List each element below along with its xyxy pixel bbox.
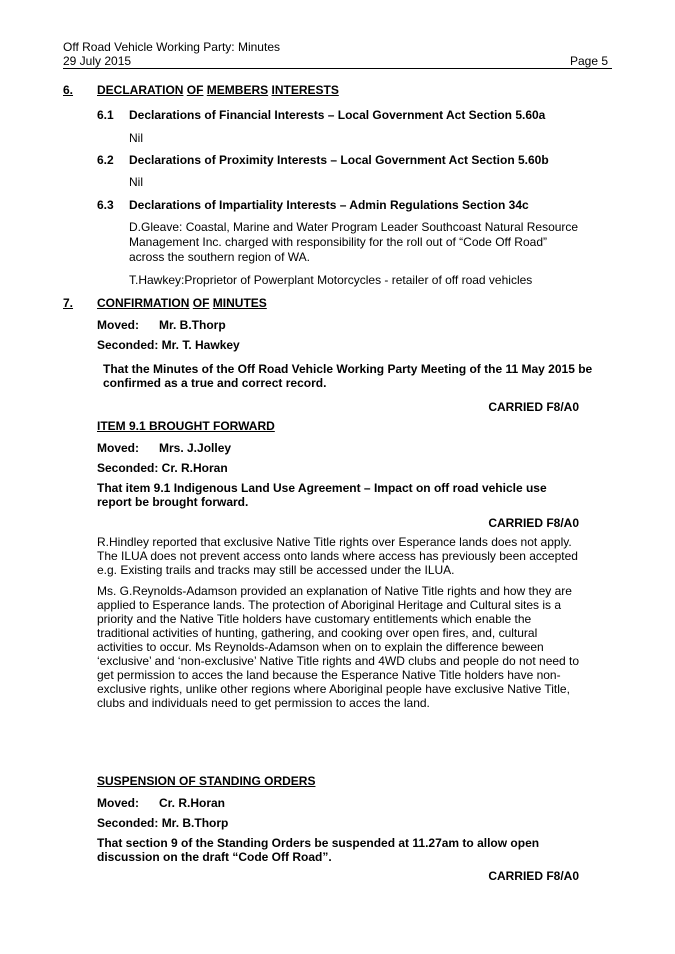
suspension-resolution-line-1: That section 9 of the Standing Orders be suspended at 11.27am to allow open — [97, 836, 540, 850]
section-7-moved: Moved: Mr. B.Thorp — [97, 318, 226, 332]
page-number: Page 5 — [570, 54, 609, 68]
section-6-number: 6. — [63, 83, 74, 97]
item-9-1-carried: CARRIED F8/A0 — [488, 516, 579, 530]
paragraph-line: applied to Esperance lands. The protection of Aboriginal Heritage and Cultural sites is a — [97, 598, 562, 612]
paragraph-line: e.g. Existing trails and tracks may still be accessed under the ILUA. — [97, 563, 455, 577]
item-6-1-body: Nil — [129, 131, 143, 145]
paragraph-line: clubs and individuals need to get permission to acces the land. — [97, 696, 430, 710]
paragraph-line: The ILUA does not prevent access onto lands where access has previously been accepted — [97, 549, 578, 563]
item-9-1-resolution-line-1: That item 9.1 Indigenous Land Use Agreement – Impact on off road vehicle use — [97, 481, 547, 495]
item-9-1-seconded: Seconded: Cr. R.Horan — [97, 461, 228, 475]
suspension-moved: Moved: Cr. R.Horan — [97, 796, 226, 810]
suspension-heading: SUSPENSION OF STANDING ORDERS — [97, 774, 316, 788]
suspension-seconded: Seconded: Mr. B.Thorp — [97, 816, 229, 830]
section-7-seconded: Seconded: Mr. T. Hawkey — [97, 338, 240, 352]
paragraph-line: traditional activities of hunting, gathering, and cooking over open fires, and, cultural — [97, 626, 538, 640]
item-6-2-body: Nil — [129, 175, 143, 189]
paragraph-line: activities to occur. Ms Reynolds-Adamson when on to explain the difference beween — [97, 640, 544, 654]
item-6-3-title: Declarations of Impartiality Interests – Admin Regulations Section 34c — [129, 198, 529, 212]
paragraph-line: ‘exclusive’ and ‘non-exclusive’ Native Title rights and 4WD clubs and people do not need to — [97, 654, 580, 668]
item-6-3-number: 6.3 — [97, 198, 114, 212]
suspension-resolution-line-2: discussion on the draft “Code Off Road”. — [97, 850, 332, 864]
document-title: Off Road Vehicle Working Party: Minutes — [63, 40, 280, 54]
section-7-resolution-line-2: confirmed as a true and correct record. — [103, 376, 327, 390]
section-7-carried: CARRIED F8/A0 — [488, 400, 579, 414]
item-6-3-line-2: Management Inc. charged with responsibility for the roll out of “Code Off Road” — [129, 235, 547, 249]
item-6-2-number: 6.2 — [97, 153, 114, 167]
section-7-resolution-line-1: That the Minutes of the Off Road Vehicle Working Party Meeting of the 11 May 2015 be — [103, 362, 593, 376]
paragraph-line: priority and the Native Title holders have customary entitlements which enable the — [97, 612, 532, 626]
item-9-1-moved: Moved: Mrs. J.Jolley — [97, 441, 232, 455]
header-rule — [63, 68, 612, 69]
item-6-2-title: Declarations of Proximity Interests – Local Government Act Section 5.60b — [129, 153, 549, 167]
item-6-3-line-4: T.Hawkey:Proprietor of Powerplant Motorcycles - retailer of off road vehicles — [129, 273, 533, 287]
paragraph-line: Ms. G.Reynolds-Adamson provided an explanation of Native Title rights and how they are — [97, 584, 572, 598]
item-6-3-line-3: across the southern region of WA. — [129, 250, 310, 264]
section-7-heading: CONFIRMATION OF MINUTES — [97, 296, 267, 310]
item-6-3-line-1: D.Gleave: Coastal, Marine and Water Program Leader Southcoast Natural Resource — [129, 220, 579, 234]
item-9-1-heading: ITEM 9.1 BROUGHT FORWARD — [97, 419, 275, 433]
section-7-number: 7. — [63, 296, 74, 310]
paragraph-line: R.Hindley reported that exclusive Native Title rights over Esperance lands does not apply. — [97, 535, 572, 549]
item-6-1-title: Declarations of Financial Interests – Local Government Act Section 5.60a — [129, 108, 546, 122]
paragraph-line: get permission to acces the land because the Esperance Native Title holders have non- — [97, 668, 561, 682]
item-6-1-number: 6.1 — [97, 108, 114, 122]
item-9-1-resolution-line-2: report be brought forward. — [97, 495, 249, 509]
section-6-heading: DECLARATION OF MEMBERS INTERESTS — [97, 83, 339, 97]
document-date: 29 July 2015 — [63, 54, 132, 68]
suspension-carried: CARRIED F8/A0 — [488, 869, 579, 883]
paragraph-line: exclusive rights, unlike other regions where Aboriginal people have exclusive Native Title, — [97, 682, 570, 696]
